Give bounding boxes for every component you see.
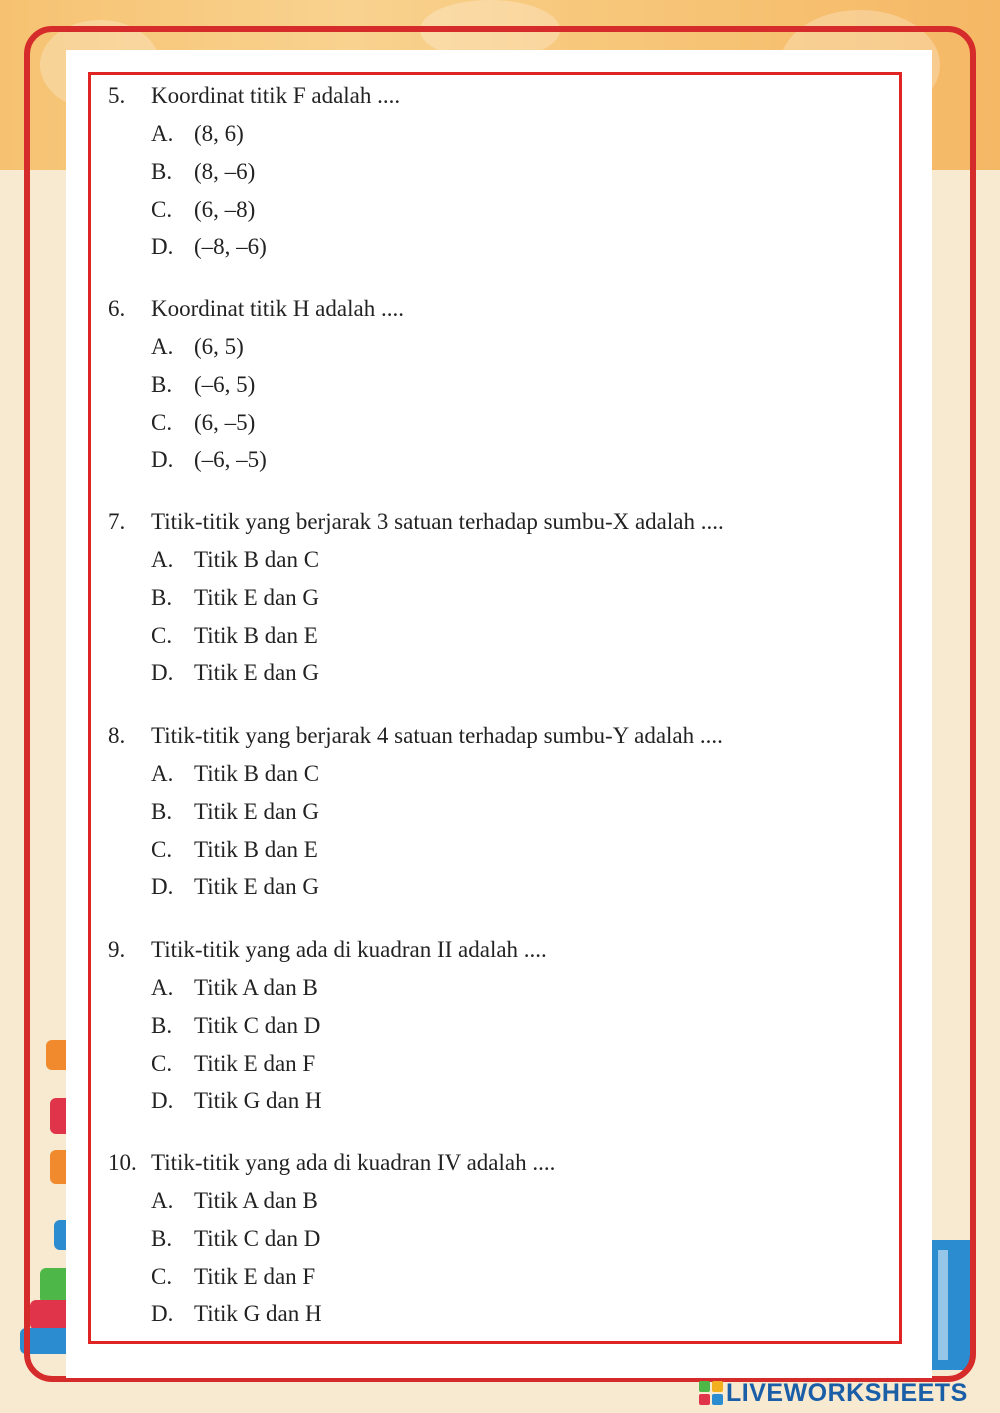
option-letter: C.: [151, 836, 173, 862]
question-stem: [108, 296, 898, 334]
answer-option[interactable]: [108, 660, 898, 698]
option-text: Titik E dan G: [194, 798, 320, 824]
answer-option[interactable]: [108, 1301, 898, 1339]
question-6: [108, 296, 898, 485]
question-stem: [108, 723, 898, 761]
question-8: [108, 723, 898, 912]
question-text: Titik-titik yang berjarak 4 satuan terhadap sumbu-Y adalah ....: [151, 723, 723, 748]
option-text: (8, –6): [194, 158, 256, 184]
option-letter: B.: [151, 158, 173, 184]
option-text: Titik B dan E: [194, 836, 318, 862]
option-text: Titik B dan E: [194, 622, 318, 648]
option-letter: D.: [151, 1301, 174, 1327]
answer-option[interactable]: [108, 623, 898, 661]
option-letter: A.: [151, 1188, 174, 1213]
answer-option[interactable]: [108, 447, 898, 485]
option-letter: B.: [151, 584, 173, 610]
answer-option[interactable]: [108, 547, 898, 585]
question-text: Titik-titik yang ada di kuadran II adalah ....: [151, 937, 547, 962]
answer-option[interactable]: [108, 1226, 898, 1264]
option-letter: D.: [151, 1088, 174, 1114]
option-letter: A.: [151, 334, 174, 359]
question-text: Titik-titik yang berjarak 3 satuan terhadap sumbu-X adalah ....: [151, 509, 724, 534]
question-10: [108, 1150, 898, 1339]
option-text: Titik E dan G: [194, 660, 320, 686]
option-letter: C.: [151, 1050, 173, 1076]
option-text: Titik E dan F: [194, 1263, 316, 1289]
answer-option[interactable]: [108, 234, 898, 272]
answer-option[interactable]: [108, 1264, 898, 1302]
answer-option[interactable]: [108, 1088, 898, 1126]
option-letter: A.: [151, 547, 174, 572]
option-letter: B.: [151, 371, 173, 397]
option-text: Titik C dan D: [194, 1225, 321, 1251]
question-text: Titik-titik yang ada di kuadran IV adalah ....: [151, 1150, 556, 1175]
question-7: [108, 509, 898, 698]
question-number: 5.: [108, 83, 126, 108]
answer-option[interactable]: [108, 121, 898, 159]
option-letter: A.: [151, 761, 174, 786]
option-text: (–6, –5): [194, 447, 267, 473]
answer-option[interactable]: [108, 1013, 898, 1051]
question-text: Koordinat titik F adalah ....: [151, 83, 401, 108]
option-text: (6, –5): [194, 409, 256, 435]
answer-option[interactable]: [108, 585, 898, 623]
option-text: Titik A dan B: [194, 975, 318, 1000]
option-letter: B.: [151, 798, 173, 824]
option-text: Titik G dan H: [194, 1301, 322, 1327]
liveworksheets-watermark[interactable]: [698, 1378, 968, 1408]
option-text: Titik A dan B: [194, 1188, 318, 1213]
question-5: [108, 83, 898, 272]
answer-option[interactable]: [108, 1051, 898, 1089]
answer-option[interactable]: [108, 874, 898, 912]
option-text: Titik E dan G: [194, 874, 320, 900]
answer-option[interactable]: [108, 1188, 898, 1226]
question-stem: [108, 83, 898, 121]
option-letter: D.: [151, 874, 174, 900]
option-text: (8, 6): [194, 121, 244, 146]
option-text: Titik E dan F: [194, 1050, 316, 1076]
option-letter: D.: [151, 447, 174, 473]
option-letter: B.: [151, 1012, 173, 1038]
option-letter: A.: [151, 121, 174, 146]
liveworksheets-logo-icon: [698, 1380, 724, 1406]
answer-option[interactable]: [108, 334, 898, 372]
question-stem: [108, 937, 898, 975]
option-letter: A.: [151, 975, 174, 1000]
option-letter: B.: [151, 1225, 173, 1251]
question-number: 6.: [108, 296, 126, 321]
option-text: Titik B dan C: [194, 547, 320, 572]
answer-option[interactable]: [108, 975, 898, 1013]
answer-option[interactable]: [108, 761, 898, 799]
question-text: Koordinat titik H adalah ....: [151, 296, 404, 321]
option-text: (–6, 5): [194, 371, 256, 397]
option-text: (6, 5): [194, 334, 244, 359]
option-text: Titik C dan D: [194, 1012, 321, 1038]
watermark-text: LIVEWORKSHEETS: [726, 1378, 968, 1407]
question-stem: [108, 1150, 898, 1188]
question-stem: [108, 509, 898, 547]
answer-option[interactable]: [108, 197, 898, 235]
question-number: 10.: [108, 1150, 137, 1175]
option-text: Titik E dan G: [194, 584, 320, 610]
option-text: (–8, –6): [194, 234, 267, 260]
option-letter: C.: [151, 622, 173, 648]
option-letter: C.: [151, 409, 173, 435]
option-text: Titik B dan C: [194, 761, 320, 786]
question-number: 9.: [108, 937, 126, 962]
question-9: [108, 937, 898, 1126]
option-letter: C.: [151, 196, 173, 222]
option-letter: C.: [151, 1263, 173, 1289]
option-text: Titik G dan H: [194, 1088, 322, 1114]
answer-option[interactable]: [108, 410, 898, 448]
option-letter: D.: [151, 234, 174, 260]
question-number: 8.: [108, 723, 126, 748]
answer-option[interactable]: [108, 837, 898, 875]
option-letter: D.: [151, 660, 174, 686]
option-text: (6, –8): [194, 196, 256, 222]
answer-option[interactable]: [108, 799, 898, 837]
answer-option[interactable]: [108, 372, 898, 410]
answer-option[interactable]: [108, 159, 898, 197]
question-number: 7.: [108, 509, 126, 534]
